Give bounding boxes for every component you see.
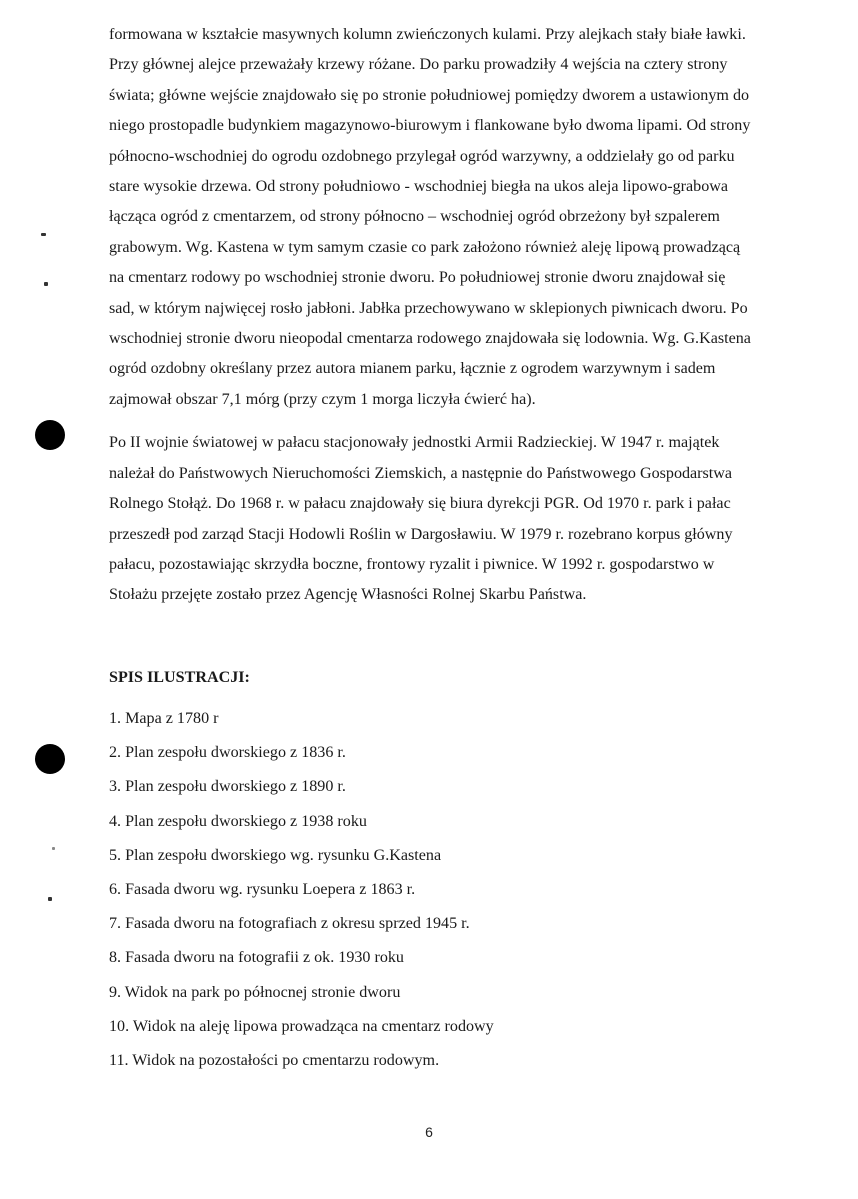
text-line: przeszedł pod zarząd Stacji Hodowli Roślin w Dargosławiu. W 1979 r. rozebrano korpus główny [109,525,733,543]
paragraph-post-war-history [109,428,799,610]
text-line: Przy głównej alejce przeważały krzewy różane. Do parku prowadziły 4 wejścia na cztery strony [109,56,728,74]
text-line: należał do Państwowych Nieruchomości Ziemskich, a następnie do Państwowego Gospodarstwa [109,464,733,482]
punch-hole-bottom [35,744,65,774]
illustration-item: 3. Plan zespołu dworskiego z 1890 r. [109,778,346,796]
illustration-item: 1. Mapa z 1780 r [109,710,219,727]
punch-hole-top [35,420,65,450]
text-line: Rolnego Stołąż. Do 1968 r. w pałacu znajdowały się biura dyrekcji PGR. Od 1970 r. park i pałac [109,495,731,513]
text-line: Stołażu przejęte zostało przez Agencję Własności Rolnej Skarbu Państwa. [109,586,587,604]
text-line: sad, w którym najwięcej rosło jabłoni. Jabłka przechowywano w sklepionych piwnicach dworu. Po [109,299,748,317]
illustrations-list [109,708,494,1084]
paragraph-park-description [109,20,799,415]
text-line: północno-wschodniej do ogrodu ozdobnego przylegał ogród warzywny, a oddzielały go od parku [109,147,735,165]
text-line: Po II wojnie światowej w pałacu stacjonowały jednostki Armii Radzieckiej. W 1947 r. majątek [109,434,720,452]
scan-speck [52,847,55,850]
illustration-item: 10. Widok na aleję lipowa prowadząca na cmentarz rodowy [109,1017,494,1035]
scan-speck [48,897,52,901]
text-line: na cmentarz rodowy po wschodniej stronie dworu. Po południowej stronie dworu znajdował się [109,269,726,287]
illustration-item: 2. Plan zespołu dworskiego z 1836 r. [109,744,346,762]
text-line: wschodniej stronie dworu nieopodal cmentarza rodowego znajdowała się lodownia. Wg. G.Kastena [109,330,751,348]
page-content [109,20,799,1069]
text-line: grabowym. Wg. Kastena w tym samym czasie co park założono również aleję lipową prowadzącą [109,238,741,256]
illustration-item: 6. Fasada dworu wg. rysunku Loepera z 1863 r. [109,880,416,898]
illustration-item: 8. Fasada dworu na fotografii z ok. 1930 roku [109,949,404,967]
text-line: ogród ozdobny określany przez autora mianem parku, łącznie z ogrodem warzywnym i sadem [109,360,716,378]
text-line: łącząca ogród z cmentarzem, od strony północno – wschodniej ogród obrzeżony był szpalerem [109,208,720,226]
illustration-item: 4. Plan zespołu dworskiego z 1938 roku [109,812,367,830]
text-line: formowana w kształcie masywnych kolumn zwieńczonych kulami. Przy alejkach stały białe ławki. [109,26,746,43]
text-line: stare wysokie drzewa. Od strony południowo - wschodniej biegła na ukos aleja lipowo-grabowa [109,178,729,196]
scan-speck [44,282,48,286]
illustration-item: 11. Widok na pozostałości po cmentarzu rodowym. [109,1051,440,1069]
illustration-item: 7. Fasada dworu na fotografiach z okresu sprzed 1945 r. [109,915,470,933]
text-line: niego prostopadle budynkiem magazynowo-biurowym i flankowane było dwoma lipami. Od strony [109,117,751,135]
illustration-item: 9. Widok na park po północnej stronie dworu [109,983,401,1001]
text-line: świata; główne wejście znajdowało się po stronie południowej pomiędzy dworem a ustawionym do [109,86,750,104]
page-number: 6 [425,1124,433,1140]
scan-speck [41,233,46,236]
illustration-item: 5. Plan zespołu dworskiego wg. rysunku G.Kastena [109,846,442,864]
text-line: zajmował obszar 7,1 mórg (przy czym 1 morga liczyła ćwierć ha). [109,390,536,408]
text-line: pałacu, pozostawiając skrzydła boczne, frontowy ryzalit i piwnice. W 1992 r. gospodarstwo w [109,555,715,573]
illustrations-heading: SPIS ILUSTRACJI: [109,669,250,686]
